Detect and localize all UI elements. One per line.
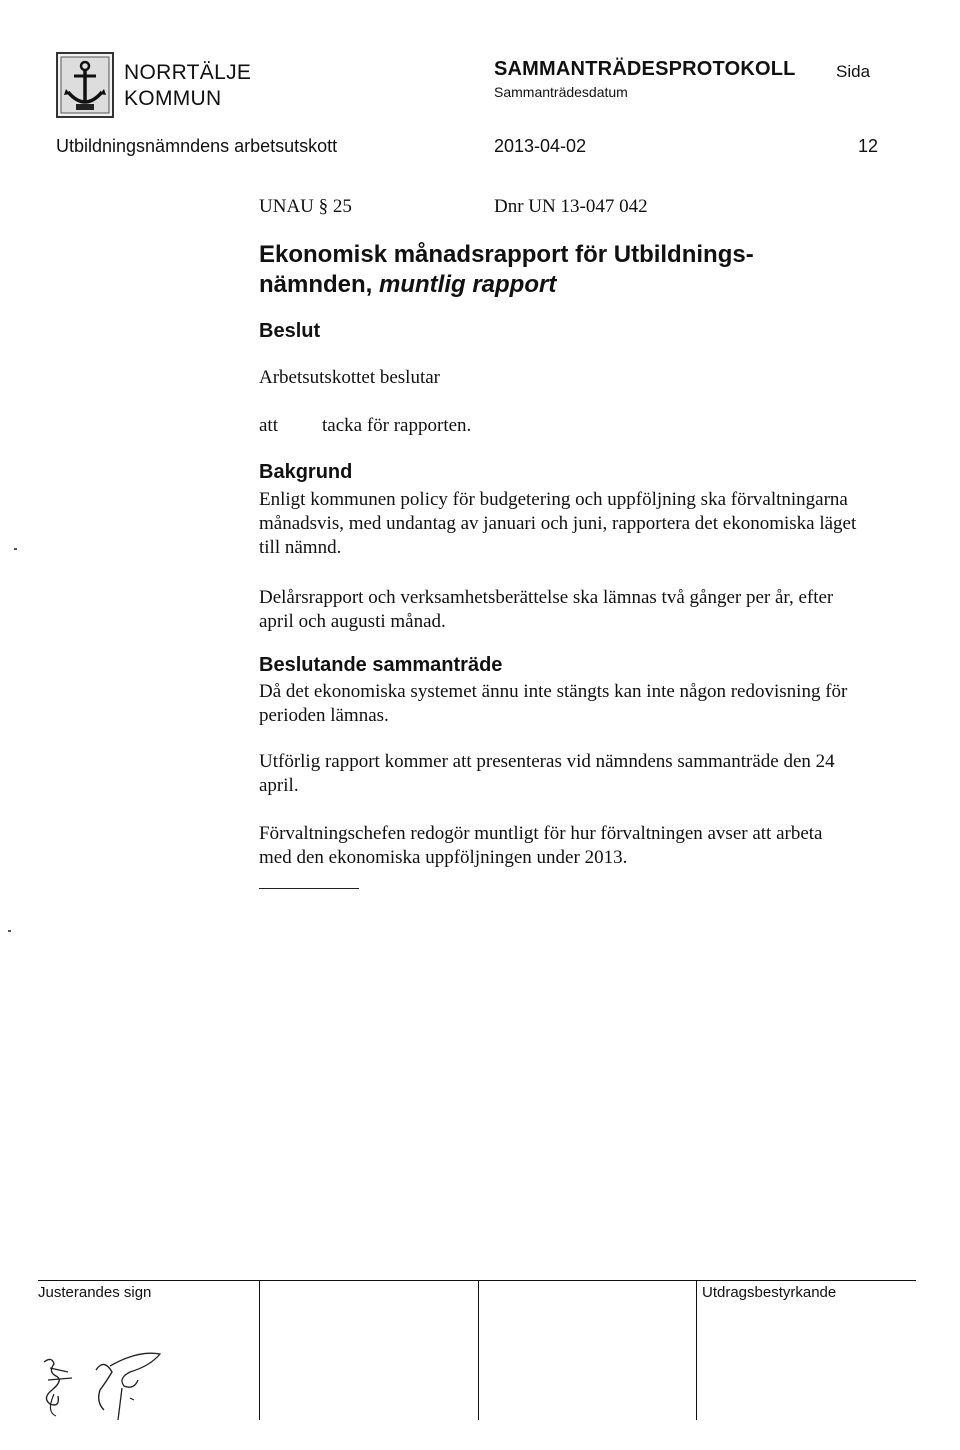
background-paragraph-2: Delårsrapport och verksamhetsberättelse ska lämnas två gånger per år, efter april och augusti månad. [259,587,834,632]
decision-att: att [259,415,278,436]
item-title [259,240,819,300]
date-label: Sammanträdesdatum [494,84,628,100]
document-type: SAMMANTRÄDESPROTOKOLL [494,58,796,80]
decision-intro: Arbetsutskottet beslutar [259,367,440,388]
decision-text: tacka för rapporten. [322,415,472,436]
item-title-main: Ekonomisk månadsrapport för Utbildnings-nämnden, [259,241,754,298]
background-heading: Bakgrund [259,461,353,483]
item-title-italic: muntlig rapport [379,271,557,298]
diary-number: Dnr UN 13-047 042 [494,196,648,217]
page-label: Sida [836,62,871,81]
municipality-logo [56,52,114,118]
handwritten-initials-signature [38,1350,198,1425]
footer-top-line [38,1280,916,1281]
footer-divider-3 [696,1280,697,1420]
municipality-name [124,60,251,112]
paragraph-number: UNAU § 25 [259,196,352,217]
meeting-date: 2013-04-02 [494,136,587,156]
page-number: 12 [858,136,879,156]
justerandes-sign-label: Justerandes sign [38,1284,152,1301]
footer-divider-2 [478,1280,479,1420]
scan-speck [8,930,11,932]
meeting-paragraph-3: Förvaltningschefen redogör muntligt för hur förvaltningen avser att arbeta med den ekonomiska uppföljningen under 2013. [259,823,823,868]
meeting-paragraph-1: Då det ekonomiska systemet ännu inte stängts kan inte någon redovisning för perioden lämnas. [259,681,848,726]
anchor-crest-icon [56,52,114,118]
municipality-name-line2: KOMMUN [124,87,222,110]
background-paragraph-1: Enligt kommunen policy för budgetering och uppföljning ska förvaltningarna månadsvis, med undantag av januari och juni, rapportera det ekonomiska läget till nämnd. [259,489,857,558]
signature-footer [38,1280,916,1420]
decision-heading: Beslut [259,320,321,342]
municipality-name-line1: NORRTÄLJE [124,61,252,84]
meeting-paragraph-2: Utförlig rapport kommer att presenteras vid nämndens sammanträde den 24 april. [259,751,835,796]
scan-speck [14,548,17,550]
utdragsbestyrkande-label: Utdragsbestyrkande [702,1284,837,1301]
footer-divider-1 [259,1280,260,1420]
section-end-rule [259,888,359,889]
committee-name: Utbildningsnämndens arbetsutskott [56,136,338,156]
meeting-heading: Beslutande sammanträde [259,654,503,676]
